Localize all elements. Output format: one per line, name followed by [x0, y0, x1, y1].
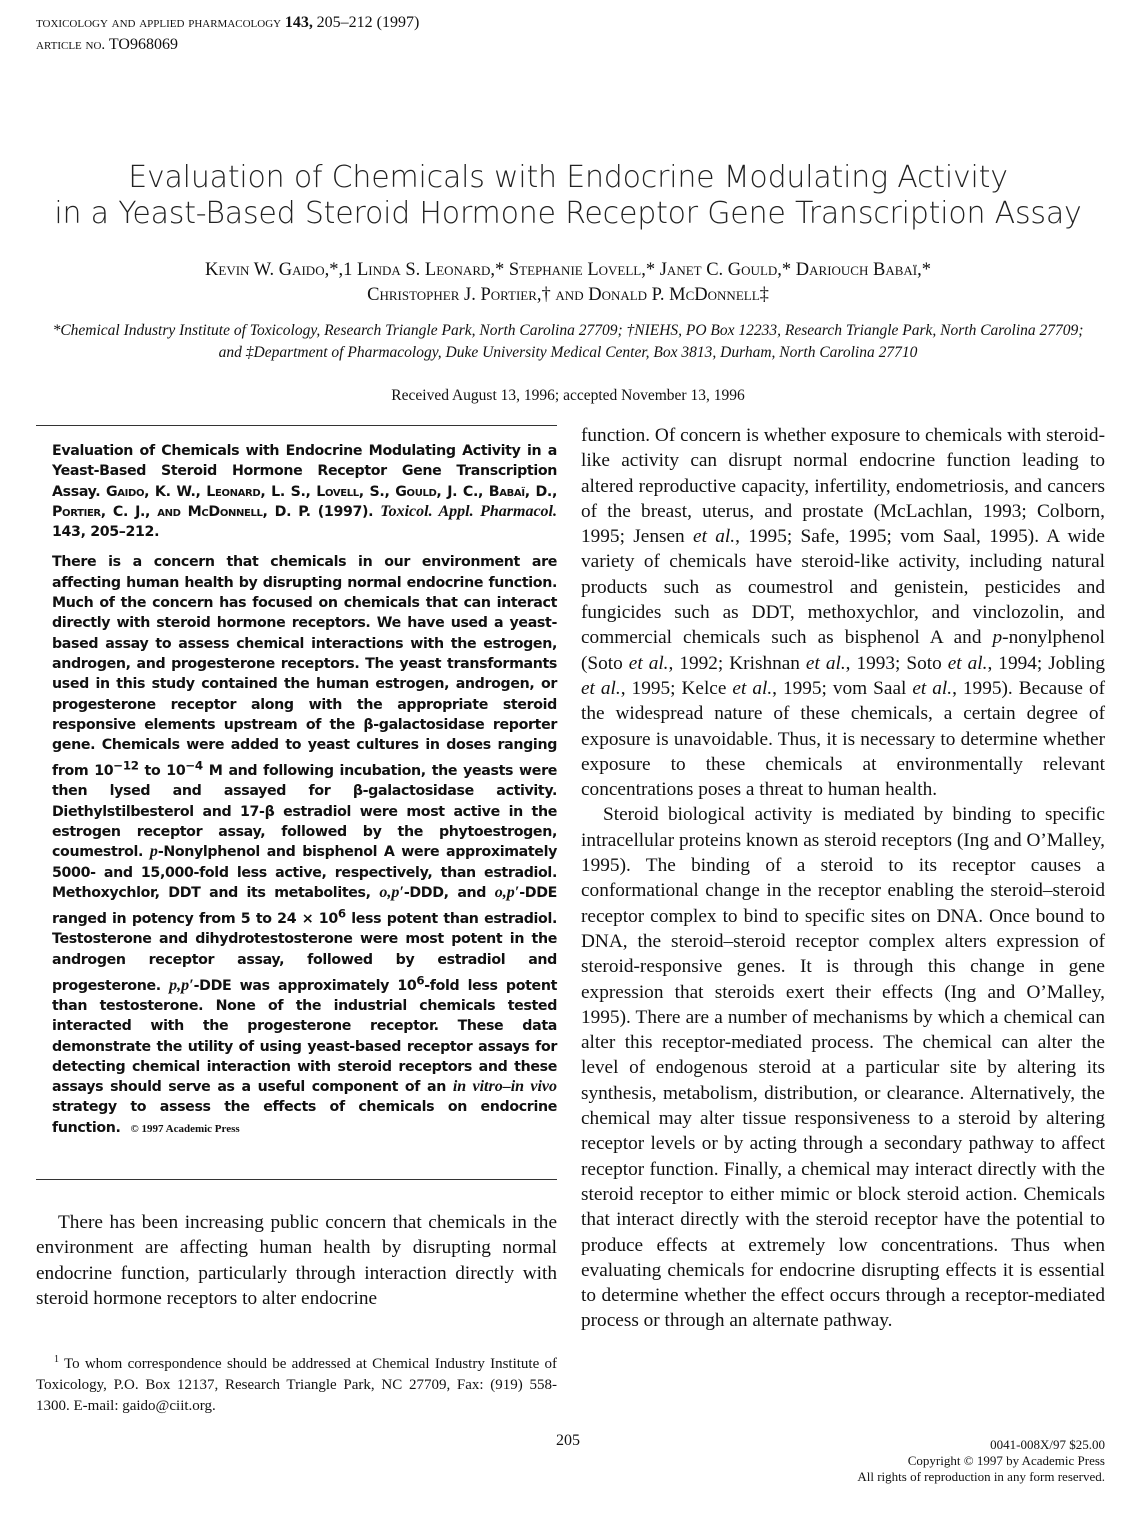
article-label: article no. — [36, 37, 106, 53]
text-run: Steroid biological activity is mediated by binding to specific intracellular proteins known as steroid receptors (Ing and O’Malley, 1995). The binding of a steroid to its receptor causes a conformational change in the receptor enabling the steroid–steroid receptor complex to bind to specific sites on DNA. Once bound to DNA, the steroid–steroid receptor complex alters expression of steroid-responsive genes. It is through this change in gene expression that steroids exert their effects (Ing and O’Malley, 1995). There are a number of mechanisms by which a chemical can alter this receptor-mediated process. The chemical can alter the level of endogenous steroid at a particular site by altering its synthesis, metabolism, distribution, or clearance. Alternatively, the chemical may alter tissue responsiveness to a steroid by altering receptor levels or by acting through a secondary pathway to affect receptor function. Finally, a chemical may interact directly with the steroid receptor to either mimic or block steroid action. Chemicals that interact directly with the steroid receptor have the potential to produce effects at extremely low concentrations. Thus when evaluating chemicals for endocrine disrupting effects it is essential to determine whether the effect occurs through a receptor-mediated process or through an alternate pathway. — [581, 804, 1105, 1332]
text-run: p — [992, 627, 1003, 649]
text-run: -DDE was approximately 10 — [193, 977, 417, 994]
journal-name: toxicology and applied pharmacology — [36, 15, 282, 31]
footnote-mark: 1 — [54, 1354, 59, 1365]
text-run: et al. — [693, 526, 736, 548]
paper-title — [0, 160, 1136, 232]
issn-price: 0041-008X/97 $25.00 — [990, 1437, 1105, 1452]
received-dates: Received August 13, 1996; accepted November 13, 1996 — [391, 387, 745, 404]
abstract-body — [52, 552, 557, 1139]
text-run: -DDE ranged in potency from 5 to 24 × 10 — [52, 884, 557, 927]
text-run: -nonylphenol (Soto — [581, 627, 1105, 674]
article-number: TO968069 — [108, 36, 178, 53]
text-run: o,p′ — [379, 883, 404, 901]
text-run: , 1995; vom Saal — [772, 677, 913, 699]
text-run: strategy to assess the effects of chemicals on endocrine function. — [52, 1099, 557, 1136]
text-run: (1997). — [310, 503, 381, 520]
text-run: p — [149, 843, 158, 861]
text-run: 6 — [337, 906, 346, 921]
text-run: et al. — [628, 652, 669, 674]
text-run: to 10 — [138, 763, 186, 780]
text-run: p,p′ — [169, 976, 194, 994]
text-run: -fold less potent than testosterone. None of the industrial chemicals tested interacted with the progesterone receptor. These data demonstrate the utility of using yeast-based receptor assays for detecting chemical interaction with steroid receptors and these assays should serve as a useful component of an — [52, 977, 558, 1096]
title-line-1: Evaluation of Chemicals with Endocrine Modulating Activity — [128, 160, 1008, 195]
copyright-line: Copyright © 1997 by Academic Press — [907, 1453, 1105, 1468]
authors-line-1: Kevin W. Gaido,*,1 Linda S. Leonard,* Stephanie Lovell,* Janet C. Gould,* Dariouch Babaï,* — [205, 260, 931, 280]
journal-pages: 205–212 (1997) — [316, 14, 420, 31]
text-run: −4 — [185, 758, 203, 773]
abstract — [52, 441, 557, 1139]
abstract-text — [52, 554, 557, 1135]
footnote — [36, 1349, 557, 1417]
text-run: M and following incubation, the yeasts were then lysed and assayed for β-galactosidase activity. Diethylstilbesterol and 17-β estradiol were most active in the estrogen receptor assay, followed by the phytoestrogen, coumestrol. — [52, 763, 558, 861]
journal-volume: 143, — [284, 14, 313, 31]
author-list — [0, 258, 1136, 308]
abstract-citation — [52, 441, 557, 542]
abstract-copyright: © 1997 Academic Press — [130, 1122, 240, 1135]
text-run: 143, 205–212. — [52, 524, 160, 541]
text-run: There is a concern that chemicals in our environment are affecting human health by disrupting normal endocrine function. Much of the concern has focused on chemicals that can interact directly with steroid hormone receptors. We have used a yeast-based assay to assess chemical interactions with the estrogen, androgen, and progesterone receptors. The yeast transformants used in this study contained the human estrogen, androgen, or progesterone receptor along with the appropriate steroid responsive elements upstream of the β-galactosidase reporter gene. Chemicals were added to yeast cultures in doses ranging from 10 — [52, 554, 557, 780]
abstract-bottom-rule — [36, 1179, 557, 1180]
text-run: in vitro–in vivo — [452, 1078, 557, 1096]
text-run: , 1995). Because of the widespread nature of these chemicals, a certain degree of exposure is unavoidable. Thus, it is necessary to determine whether exposure to these chemicals at environmentally relevant concentrations poses a threat to human health. — [581, 677, 1105, 801]
text-run: -Nonylphenol and bisphenol A were approximately 5000- and 15,000-fold less active, respectively, than estradiol. Methoxychlor, DDT and its metabolites, — [52, 844, 557, 901]
text-run: , 1992; Krishnan — [668, 652, 806, 674]
footnote-text: To whom correspondence should be addressed at Chemical Industry Institute of Toxicology, P.O. Box 12137, Research Triangle Park, NC 27709, Fax: (919) 558-1300. E-mail: gaido@ciit.org. — [36, 1356, 557, 1414]
text-run: et al. — [805, 652, 846, 674]
authors-line-2: Christopher J. Portier,† and Donald P. McDonnell‡ — [367, 285, 769, 305]
text-run: et al. — [947, 652, 988, 674]
running-header — [36, 12, 419, 56]
text-run: There has been increasing public concern that chemicals in the environment are affecting human health by disrupting normal endocrine function, particularly through interaction directly with steroid hormone receptors to alter endocrine — [36, 1212, 557, 1309]
text-run: -DDD, and — [403, 884, 495, 901]
text-run: function. Of concern is whether exposure to chemicals with steroid-like activity can disrupt normal endocrine function leading to altered reproductive capacity, infertility, endometriosis, and cancers of the breast, uterus, and prostate (McLachlan, 1993; Colborn, 1995; Jensen — [581, 425, 1105, 548]
page-number: 205 — [556, 1432, 580, 1449]
text-run: o,p′ — [494, 883, 520, 901]
text-run: , 1993; Soto — [845, 652, 948, 674]
copyright-block — [857, 1437, 1105, 1485]
paragraph — [36, 1210, 557, 1311]
rights-line: All rights of reproduction in any form reserved. — [857, 1469, 1105, 1484]
abstract-top-rule — [36, 425, 557, 426]
text-run: Toxicol. Appl. Pharmacol. — [380, 502, 557, 520]
right-column-body — [581, 423, 1105, 1334]
text-run: et al. — [581, 677, 621, 699]
text-run: Gaido, K. W., Leonard, L. S., Lovell, S., Gould, J. C., Babaï, D., Portier, C. J., and McDonnell, D. P. — [52, 483, 557, 520]
text-run: less potent than estradiol. Testosterone and dihydrotestosterone were most potent in the androgen receptor assay, followed by estradiol and progesterone. — [52, 911, 558, 994]
text-run: −12 — [113, 758, 139, 773]
text-run: , 1995; Kelce — [620, 677, 733, 699]
text-run: 6 — [416, 972, 425, 987]
text-run: et al. — [732, 677, 773, 699]
paragraph — [581, 423, 1105, 802]
text-run: et al. — [912, 677, 953, 699]
text-run: Evaluation of Chemicals with Endocrine Modulating Activity in a Yeast-Based Steroid Hormone Receptor Gene Transcription Assay. — [52, 443, 557, 500]
affiliations: *Chemical Industry Institute of Toxicology, Research Triangle Park, North Carolina 27709; †NIEHS, PO Box 12233, Research Triangle Park, North Carolina 27709; and ‡Department of Pharmacology, Duke University Medical Center, Box 3813, Durham, North Carolina 27710 — [52, 322, 1084, 361]
text-run: , 1994; Jobling — [987, 652, 1105, 674]
left-column-body — [36, 1210, 557, 1311]
title-line-2: in a Yeast-Based Steroid Hormone Receptor Gene Transcription Assay — [54, 196, 1082, 231]
paragraph — [581, 802, 1105, 1333]
text-run: , 1995; Safe, 1995; vom Saal, 1995). A wide variety of chemicals have steroid-like activity, including natural products such as coumestrol and genistein, pesticides and fungicides such as DDT, methoxychlor, and vinclozolin, and commercial chemicals such as bisphenol A and — [581, 526, 1105, 649]
